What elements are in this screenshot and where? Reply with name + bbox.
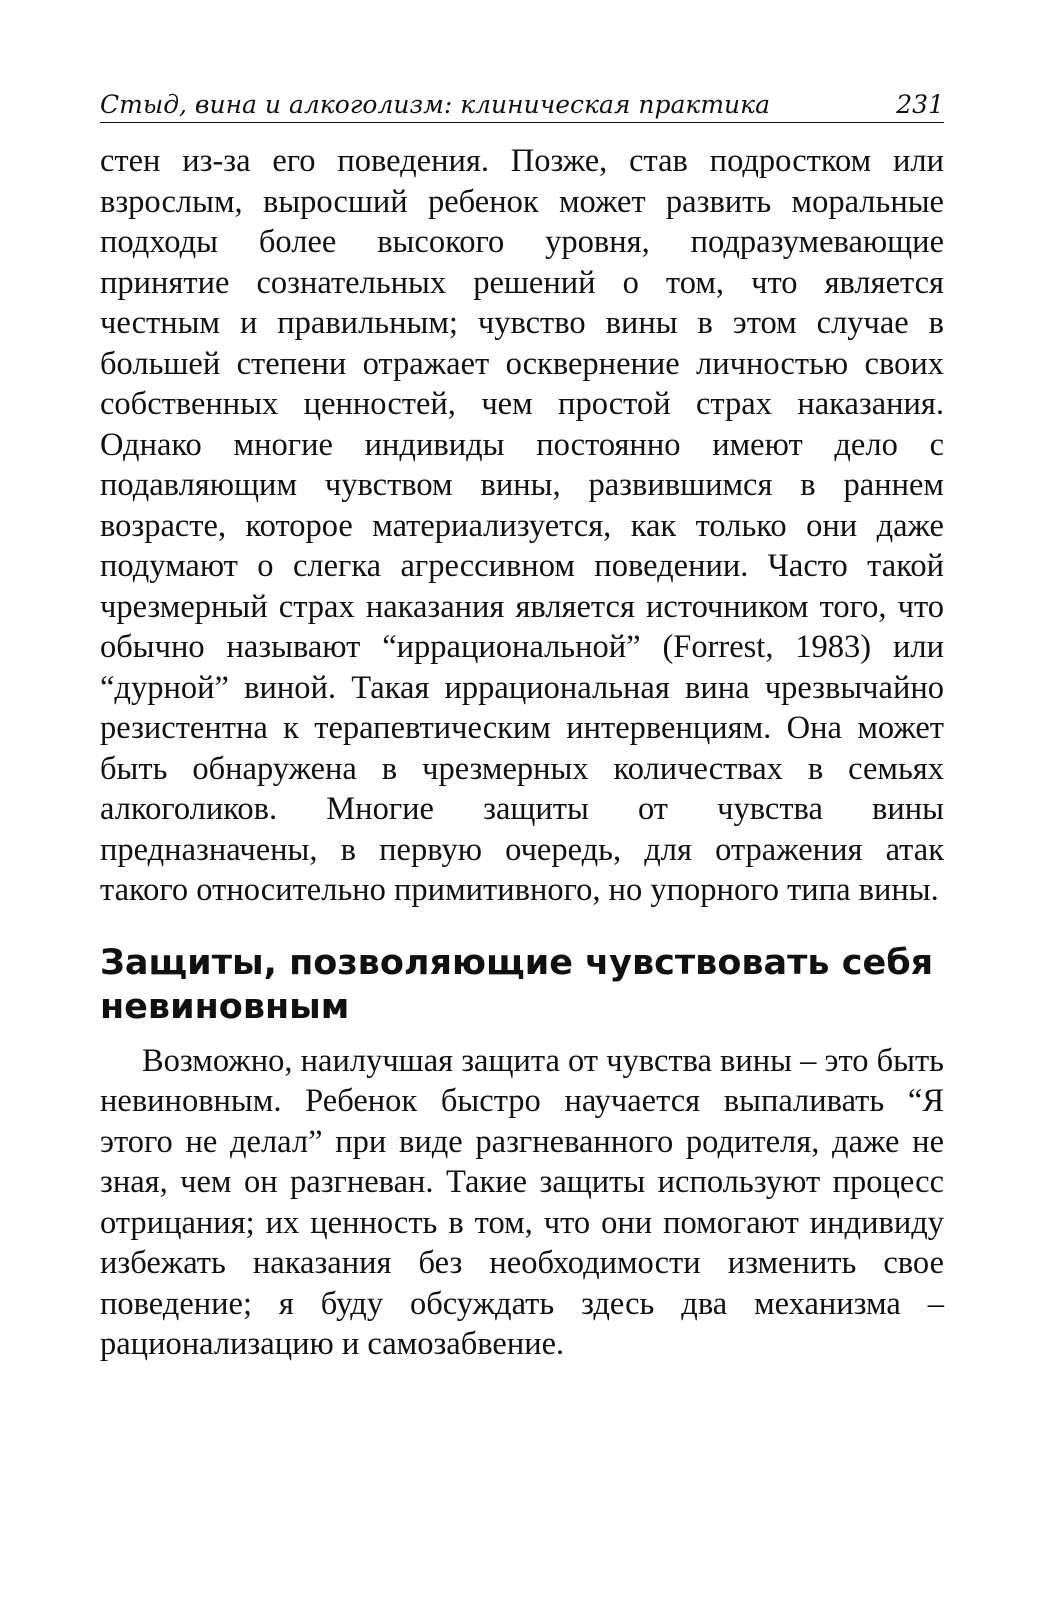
running-header — [100, 90, 944, 123]
book-page — [100, 90, 944, 1365]
section-heading: Защиты, позволяющие чувствовать себя невиновным — [100, 942, 934, 1027]
paragraph-continued: стен из-за его поведения. Позже, став подростком или взрослым, выросший ребенок может развить моральные подходы более высокого уровня, подразумевающие принятие сознательных решений о том, что является честным и правильным; чувство вины в этом случае в большей степени отражает осквернение личностью своих собственных ценностей, чем простой страх наказания. Однако многие индивиды постоянно имеют дело с подавляющим чувством вины, развившимся в раннем возрасте, которое материализуется, как только они даже подумают о слегка агрессивном поведении. Часто такой чрезмерный страх наказания является источником того, что обычно называют “иррациональной” (Forrest, 1983) или “дурной” виной. Такая иррациональная вина чрезвычайно резистентна к терапевтическим интервенциям. Она может быть обнаружена в чрезмерных количествах в семьях алкоголиков. Многие защиты от чувства вины предназначены, в первую очередь, для отражения атак такого относительно примитивного, но упорного типа вины. — [100, 143, 944, 908]
page-number: 231 — [896, 90, 944, 119]
running-title: Стыд, вина и алкоголизм: клиническая практика — [100, 90, 770, 119]
paragraph-section-first: Возможно, наилучшая защита от чувства вины – это быть невиновным. Ребенок быстро научается выпаливать “Я этого не делал” при виде разгневанного родителя, даже не зная, чем он разгневан. Такие защиты используют процесс отрицания; их ценность в том, что они помогают индивиду избежать наказания без необходимости изменить свое поведение; я буду обсуждать здесь два механизма – рационализацию и самозабвение. — [100, 1042, 944, 1362]
